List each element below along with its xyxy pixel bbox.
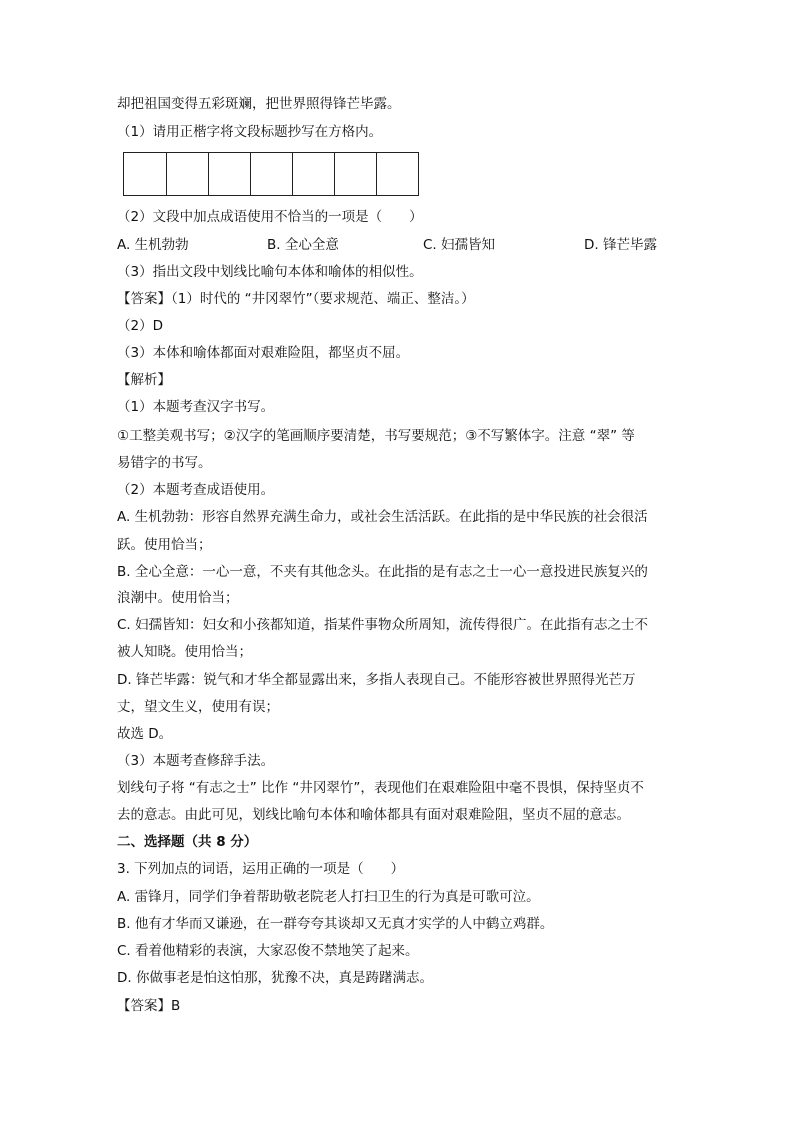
analysis-line: 丈，望文生义，使用有误；	[117, 699, 279, 715]
analysis-line: 浪潮中。使用恰当；	[117, 590, 239, 606]
analysis-line: （2）本题考查成语使用。	[117, 482, 275, 498]
answer-line: （2）D	[117, 318, 163, 334]
grid-cell	[124, 153, 167, 195]
section-heading: 二、选择题（共 8 分）	[117, 834, 258, 850]
analysis-line: （3）本题考查修辞手法。	[117, 753, 275, 769]
option-d: D. 锋芒毕露	[584, 237, 657, 253]
analysis-line: （1）本题考查汉字书写。	[117, 399, 275, 415]
analysis-line: 跃。使用恰当；	[117, 537, 212, 553]
analysis-line: 易错字的书写。	[117, 455, 212, 471]
grid-cell	[251, 153, 293, 195]
option-b: B. 全心全意	[267, 237, 339, 253]
analysis-line: B. 全心全意：一心一意，不夹有其他念头。在此指的是有志之士一心一意投进民族复兴的	[117, 564, 648, 580]
analysis-heading: 【解析】	[117, 372, 171, 388]
grid-cell	[377, 153, 419, 195]
grid-cell	[335, 153, 377, 195]
question-3-text: （3）指出文段中划线比喻句本体和喻体的相似性。	[117, 264, 423, 280]
analysis-line: C. 妇孺皆知：妇女和小孩都知道，指某件事物众所周知，流传得很广。在此指有志之士不	[117, 617, 649, 633]
choice-line: D. 你做事老是怕这怕那，犹豫不决，真是踌躇满志。	[117, 970, 433, 986]
analysis-line: 故选 D。	[117, 726, 173, 742]
choice-line: A. 雷锋月，同学们争着帮助敬老院老人打扫卫生的行为真是可歌可泣。	[117, 889, 540, 905]
analysis-line: A. 生机勃勃：形容自然界充满生命力，或社会生活活跃。在此指的是中华民族的社会很活	[117, 509, 648, 525]
analysis-line: ①工整美观书写；②汉字的笔画顺序要清楚，书写要规范；③不写繁体字。注意 “翠” 等	[117, 428, 635, 444]
analysis-line: 去的意志。由此可见，划线比喻句本体和喻体都具有面对艰难险阻，坚贞不屈的意志。	[117, 807, 630, 823]
grid-cell	[167, 153, 209, 195]
text-line: 却把祖国变得五彩斑斓，把世界照得锋芒毕露。	[117, 96, 401, 112]
answer-line: 【答案】B	[117, 998, 181, 1014]
choice-line: C. 看着他精彩的表演，大家忍俊不禁地笑了起来。	[117, 943, 419, 959]
grid-cell	[293, 153, 335, 195]
analysis-line: D. 锋芒毕露：锐气和才华全都显露出来，多指人表现自己。不能形容被世界照得光芒万	[117, 672, 636, 688]
question-1-text: （1）请用正楷字将文段标题抄写在方格内。	[117, 124, 383, 140]
writing-grid	[123, 152, 419, 196]
answer-line: （3）本体和喻体都面对艰难险阻，都坚贞不屈。	[117, 345, 410, 361]
option-a: A. 生机勃勃	[117, 237, 189, 253]
analysis-line: 被人知晓。使用恰当；	[117, 644, 252, 660]
option-c: C. 妇孺皆知	[423, 237, 496, 253]
question-2-text: （2）文段中加点成语使用不恰当的一项是（ ）	[117, 209, 423, 225]
grid-cell	[209, 153, 251, 195]
analysis-line: 划线句子将 “有志之士” 比作 “井冈翠竹”，表现他们在艰难险阻中毫不畏惧，保持坚贞不	[117, 780, 644, 796]
answer-line: 【答案】（1）时代的 “井冈翠竹”（要求规范、端正、整洁。）	[117, 291, 475, 307]
choice-line: B. 他有才华而又谦逊，在一群夸夸其谈却又无真才实学的人中鹤立鸡群。	[117, 916, 554, 932]
question-text: 3. 下列加点的词语，运用正确的一项是（ ）	[117, 861, 405, 877]
